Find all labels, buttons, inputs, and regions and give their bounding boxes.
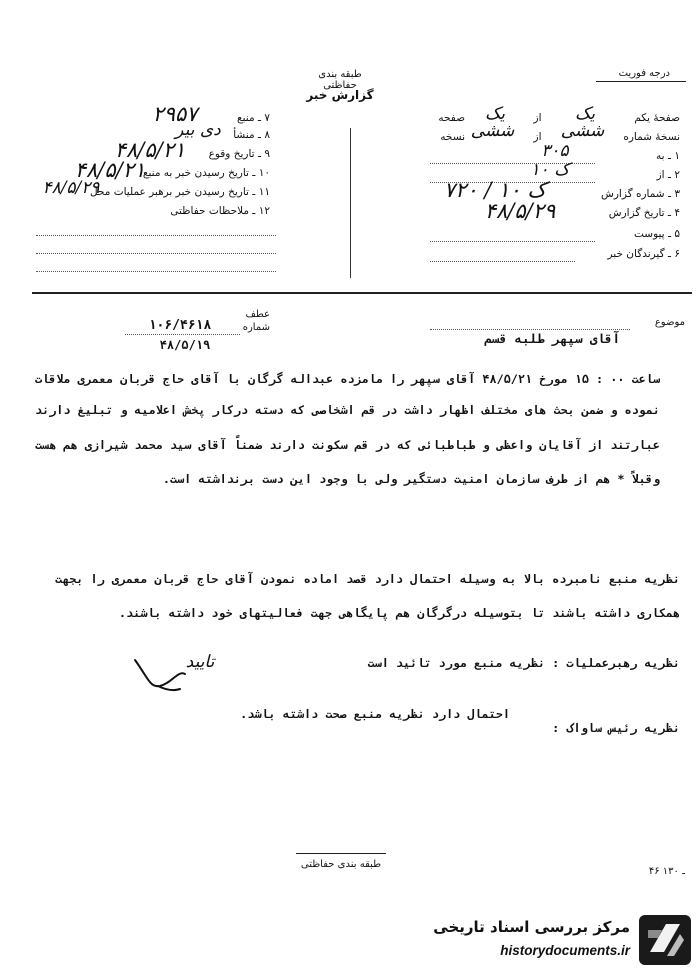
chief-opinion-label: نظریه رئیس ساواک : [552, 721, 680, 735]
field-recipients-label: ۶ ـ گیرندگان خبر [607, 248, 680, 260]
field-event-date-label: ۹ ـ تاریخ وقوع [208, 148, 270, 160]
reference-date: ۴۸/۵/۱۹ [159, 338, 211, 352]
field-origin-label: ۸ ـ منشأ [233, 129, 270, 141]
reference-underline [125, 333, 240, 335]
source-opinion-line: همکاری داشته باشند تا بتوسیله درگرگان هم پایگاهی جهت فعالیتهای خود داشته باشند. [118, 606, 680, 620]
copy-total-value: ششی [470, 121, 515, 141]
source-opinion-line: نظریه منبع نامبرده بالا به وسیله احتمال دارد قصد اماده نمودن آقای حاج قربان معمری را بجهت [54, 572, 680, 586]
signature-scribble [130, 650, 190, 695]
section-rule [32, 292, 692, 294]
reference-atf-label: عطف [245, 309, 270, 320]
page-unit-label: صفحه [438, 112, 465, 124]
subject-line [430, 328, 630, 330]
subject-text: آقای سپهر طلبه قسم [484, 331, 620, 346]
field-report-number-label: ۳ ـ شماره گزارش [601, 188, 680, 200]
blank-line [430, 240, 595, 242]
watermark-url: historydocuments.ir [500, 943, 630, 958]
body-line: نموده و ضمن بحث های مختلف اظهار داشت در قم اشخاصی که دسته درکار پخش اعلامیه و تبلیغ دارند [34, 403, 660, 417]
field-from-value: ک ۱۰ [530, 160, 570, 180]
field-source-value: ۲۹۵۷ [152, 102, 198, 126]
priority-label: درجه فوریت [618, 68, 670, 79]
copy-value: ششی [560, 121, 605, 141]
footer-classification-label: طبقه بندی حفاظتی [300, 859, 382, 870]
field-report-date-value: ۴۸/۵/۲۹ [484, 199, 556, 223]
chief-opinion-text: احتمال دارد نظریه منبع صحت داشته باشد. [240, 707, 510, 721]
column-divider [350, 128, 351, 278]
field-received-source-value: ۴۸/۵/۲۱ [74, 158, 146, 182]
priority-underline [596, 81, 686, 82]
page-of-label: از [533, 112, 542, 124]
field-source-label: ۷ ـ منبع [237, 112, 270, 124]
header-classification-label: طبقه بندی حفاظتی [318, 69, 362, 91]
archive-logo-icon [636, 912, 694, 968]
copy-unit-label: نسخه [440, 131, 465, 143]
field-report-number-value: ۷۲۰ / ک ۱۰ [443, 178, 547, 202]
blank-line [430, 260, 575, 262]
field-report-date-label: ۴ ـ تاریخ گزارش [608, 207, 680, 219]
field-event-date-value: ۴۸/۵/۲۱ [114, 138, 186, 162]
ops-opinion: نظریه رهبرعملیات : نظریه منبع مورد تائید است [367, 656, 680, 670]
reference-number-label: شماره [242, 322, 270, 333]
page-value: یک [575, 104, 595, 124]
field-received-source-label: ۱۰ ـ تاریخ رسیدن خبر به منبع [142, 167, 270, 179]
blank-line [36, 252, 276, 254]
body-line: عبارتند از آقایان واعظی و طباطبائی که در قم سکونت دارند ضمناً آقای سید محمد شیرازی هم هست [34, 438, 660, 452]
watermark-title: مرکز بررسی اسناد تاریخی [433, 918, 630, 936]
field-to-label: ۱ ـ به [656, 150, 680, 162]
copy-of-label: از [533, 131, 542, 143]
field-received-ops-value: ۴۸/۵/۲۹ [42, 178, 100, 198]
field-received-ops-label: ۱۱ ـ تاریخ رسیدن خبر برهبر عملیات محل [90, 186, 270, 198]
subject-label: موضوع [654, 317, 685, 328]
field-attachment-label: ۵ ـ پیوست [633, 228, 680, 240]
footer-rule [296, 853, 386, 854]
reference-number: ۱۰۶/۴۶۱۸ [148, 318, 212, 333]
form-code: ۴۶ ـ ۱۳۰ [648, 866, 685, 877]
field-from-label: ۲ ـ از [656, 169, 680, 181]
ops-handwritten-note: تایید [185, 652, 215, 672]
body-line: ساعت ۰۰ : ۱۵ مورخ ۴۸/۵/۲۱ آقای سپهر را مامزده عبداله گرگان با آقای حاج قربان معمری ملاقات [34, 372, 660, 386]
blank-line [36, 234, 276, 236]
field-origin-value: دی بیر [175, 120, 221, 140]
page-label: صفحهٔ یکم [634, 112, 680, 124]
body-line: وقبلاً * هم از طرف سازمان امنیت دستگیر ولی با وجود این دست برنداشته است. [162, 472, 660, 486]
copy-label: نسخهٔ شماره [623, 131, 680, 143]
form-title: گزارش خبر [306, 88, 374, 102]
field-security-notes-label: ۱۲ ـ ملاحظات حفاظتی [170, 205, 270, 217]
page-total-value: یک [485, 104, 505, 124]
field-to-value: ۳۰۵ [541, 141, 569, 161]
blank-line [36, 270, 276, 272]
